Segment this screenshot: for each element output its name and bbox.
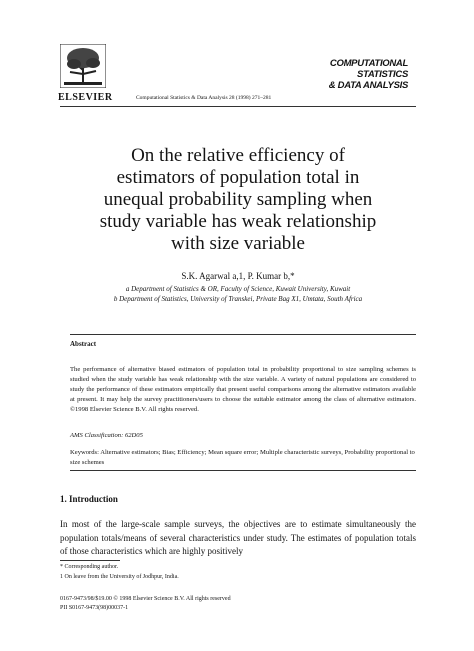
journal-brand	[329, 58, 408, 91]
publisher-name: ELSEVIER	[58, 92, 113, 103]
title-line: On the relative efficiency of	[131, 145, 345, 166]
journal-reference: Computational Statistics & Data Analysis 28 (1998) 271–281	[136, 95, 272, 101]
title-line: study variable has weak relationship	[99, 211, 377, 232]
affiliation-a: a Department of Statistics & OR, Faculty of Science, Kuwait University, Kuwait	[125, 285, 351, 293]
authors: S.K. Agarwal a,1, P. Kumar b,*	[181, 271, 295, 281]
section-heading-introduction: 1. Introduction	[60, 494, 118, 504]
elsevier-tree-icon	[60, 44, 106, 88]
footnote-corresponding: * Corresponding author.	[60, 564, 119, 570]
abstract-heading: Abstract	[70, 340, 97, 348]
copyright	[60, 595, 231, 613]
brand-line: STATISTICS	[356, 69, 408, 80]
copyright-line: 0167-9473/98/$19.00 © 1998 Elsevier Science B.V. All rights reserved	[60, 596, 231, 602]
ams-classification: AMS Classification: 62D05	[70, 432, 143, 439]
title-line: unequal probability sampling when	[103, 189, 373, 210]
keywords-rule	[70, 470, 416, 471]
pii-line: PII S0167-9473(98)00037-1	[60, 605, 129, 611]
affiliation-b: b Department of Statistics, University of Transkei, Private Bag X1, Umtata, South Africa	[113, 295, 363, 303]
abstract-text: The performance of alternative biased estimators of population total in probability proportional to size sampling schemes is studied when the study variable has weak relationship with the size variable. A variety of natural populations are considered to study the performance of these estimators empirically that present useful comparisons among the alternative estimators available at present. It may help the survey practitioners/users to choose the suitable estimator among the class of alternative estimators. ©1998 Elsevier Science B.V. All rights reserved.	[70, 366, 416, 413]
introduction-text: In most of the large-scale sample surveys, the objectives are to estimate simultaneously the population totals/means of several characteristics under study. The estimates of population totals of those characteristics which are highly positively	[60, 519, 416, 556]
title-line: with size variable	[170, 233, 305, 254]
keywords: Keywords: Alternative estimators; Bias; Efficiency; Mean square error; Multiple characteristic surveys, Probability proportional to size schemes	[70, 449, 415, 466]
title-line: estimators of population total in	[116, 167, 360, 188]
header-rule	[60, 106, 416, 107]
brand-line: & DATA ANALYSIS	[328, 80, 408, 91]
abstract-rule	[70, 334, 416, 335]
brand-line: COMPUTATIONAL	[329, 58, 408, 69]
article-title	[60, 145, 416, 255]
footnote-leave: 1 On leave from the University of Jodhpur, India.	[60, 574, 179, 580]
footnote-rule	[60, 560, 120, 561]
